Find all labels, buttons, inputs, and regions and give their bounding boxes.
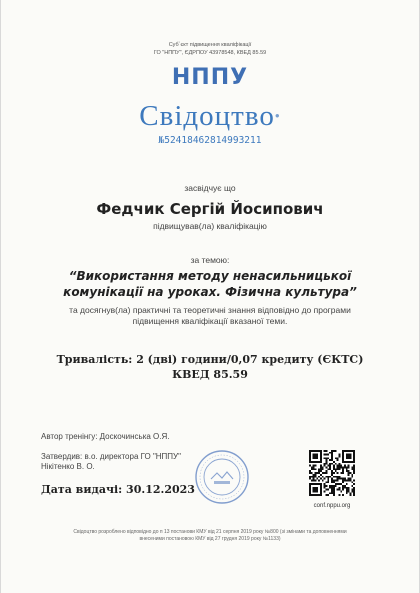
title-dot-icon: ● — [274, 111, 281, 120]
duration-block — [1, 352, 419, 382]
director-name: Нікітенко В. О. — [41, 462, 95, 471]
course-topic-line1: “Використання методу ненасильницької — [68, 269, 352, 283]
qr-code[interactable] — [309, 450, 355, 496]
recipient-name: Федчик Сергій Йосипович — [96, 200, 324, 218]
qualification-text: підвищував(ла) кваліфікацію — [153, 221, 267, 231]
certificate-sheet — [1, 0, 419, 593]
legal-footnote-line1: Свідоцтво розроблено відповідно до п 13 постанови КМУ від 21 серпня 2019 року №800 (зі змінами та доповненнями — [73, 529, 347, 535]
acquired-text-line2: підвищення кваліфікації вказаної теми. — [132, 316, 288, 326]
trainer-author: Автор тренінгу: Доскочинська О.Я. — [41, 432, 170, 441]
provider-registration: ГО "НППУ", ЄДРПОУ 43978548, КВЕД 85.59 — [153, 50, 267, 56]
approved-by: Затвердив: в.о. директора ГО "НППУ" — [41, 452, 181, 461]
acquired-text-line1: та досягнув(ла) практичні та теоретичні знання відповідно до програми — [69, 305, 351, 315]
duration-text: Тривалість: 2 (дві) години/0,07 кредиту (ЄКТС) — [56, 353, 364, 366]
kved-code: КВЕД 85.59 — [172, 368, 248, 381]
topic-intro: за темою: — [190, 255, 230, 265]
issue-date: Дата видачі: 30.12.2023 — [41, 483, 195, 496]
provider-caption: Суб`єкт підвищення кваліфікації — [168, 42, 252, 48]
certifies-text: засвідчує що — [184, 183, 236, 193]
certificate-number: №52418462814993211 — [158, 135, 262, 146]
legal-footnote-line2: внесеними постановою КМУ від 27 грудня 2019 року №1133) — [139, 536, 281, 542]
qr-code-label: conf.nppu.org — [313, 503, 351, 509]
certificate-title — [1, 100, 419, 132]
certificate-title-text: Свідоцтво — [139, 100, 275, 132]
course-topic — [1, 268, 419, 300]
course-topic-line2: комунікації на уроках. Фізична культура” — [63, 285, 357, 299]
nppu-logo: НППУ — [171, 65, 249, 90]
official-stamp — [194, 449, 250, 505]
